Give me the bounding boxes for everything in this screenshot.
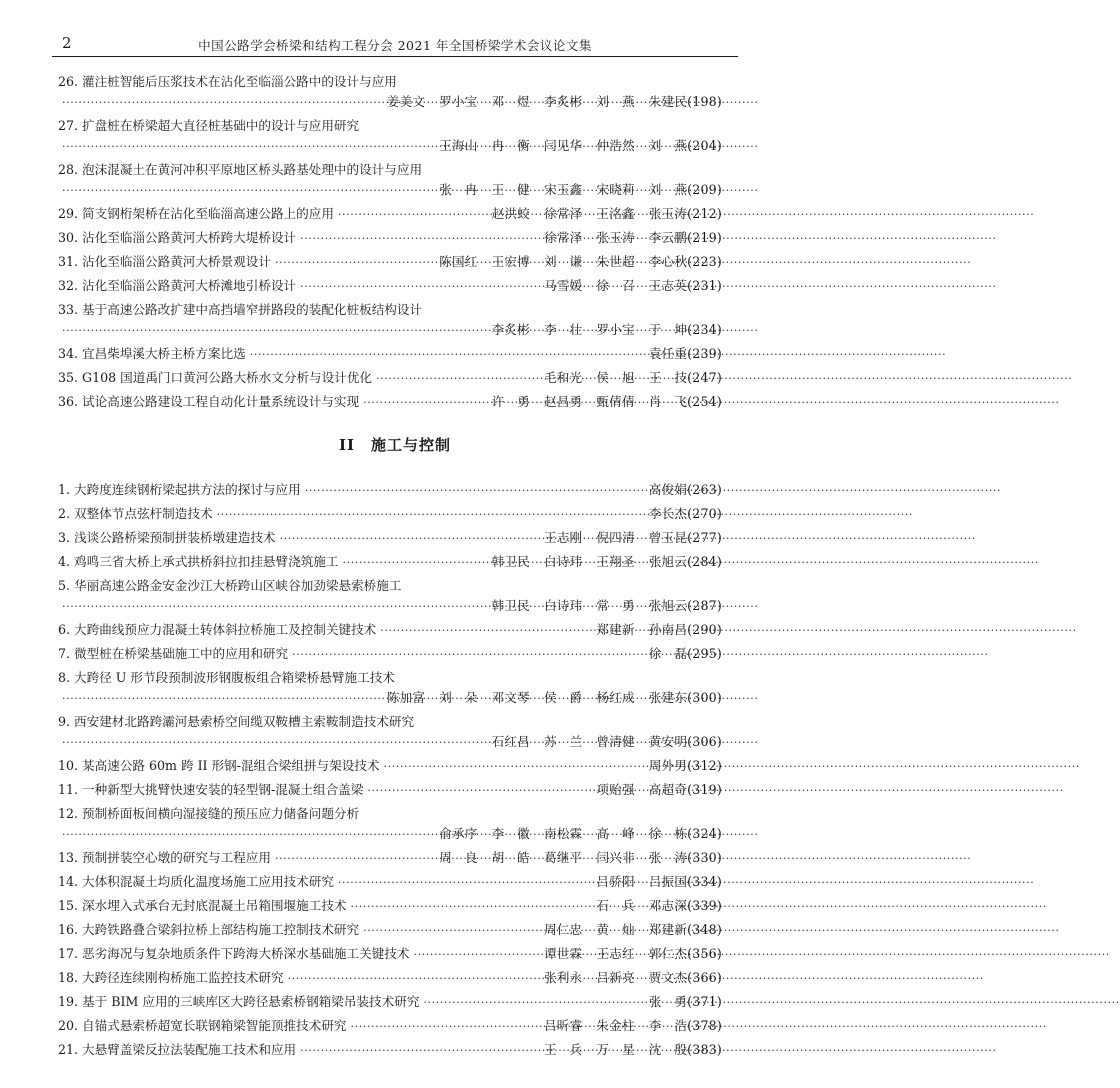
entry-authors — [492, 732, 722, 752]
entry-title: 11. 一种新型大挑臂快速安装的轻型钢-混凝土组合盖梁 — [58, 782, 364, 797]
author-name: 万 星 — [596, 1042, 635, 1057]
entry-title: 30. 沾化至临淄公路黄河大桥跨大堤桥设计 — [58, 230, 297, 245]
entry-title: 10. 某高速公路 60m 跨 II 形钢-混组合梁组拼与架设技术 — [58, 758, 380, 773]
author-name: 张利永 — [543, 970, 583, 985]
author-name: 徐 召 — [596, 278, 635, 293]
author-name: 李云鹏(219) — [648, 230, 722, 245]
entry-authors — [439, 848, 722, 868]
leader-dots — [343, 553, 488, 573]
toc-entry — [58, 644, 722, 665]
entry-title: 14. 大体积混凝土均质化温度场施工应用技术研究 — [58, 874, 334, 889]
author-name: 吕昕睿 — [543, 1018, 583, 1033]
author-name: 葛继平 — [543, 850, 583, 865]
entry-authors — [492, 552, 722, 572]
leader-dots — [305, 481, 645, 501]
author-name: 侯 旭 — [596, 370, 635, 385]
entry-authors — [544, 368, 722, 388]
entry-authors — [439, 136, 722, 156]
section-heading — [0, 434, 790, 455]
entry-authors — [596, 620, 722, 640]
entry-title: 6. 大跨曲线预应力混凝土转体斜拉桥施工及控制关键技术 — [58, 622, 377, 637]
entry-title: 20. 自锚式悬索桥超宽长联钢箱梁智能顶推技术研究 — [58, 1018, 347, 1033]
leader-dots — [275, 849, 435, 869]
author-name: 姜美文 — [386, 94, 426, 109]
author-name: 冉 衡 — [491, 138, 530, 153]
entry-authors — [596, 896, 722, 916]
author-name: 杨红成 — [596, 690, 635, 705]
author-name: 石 兵 — [596, 898, 635, 913]
author-name: 高 峰 — [596, 826, 635, 841]
entry-authors — [544, 528, 722, 548]
leader-dots — [300, 229, 540, 249]
entry-authors — [649, 504, 722, 524]
entry-title: 26. 灌注桩智能后压浆技术在沾化至临淄公路中的设计与应用 — [58, 74, 397, 89]
author-name: 闫兴非 — [596, 850, 635, 865]
toc-entry — [58, 944, 722, 965]
entry-authors — [544, 276, 722, 296]
toc-entry — [58, 804, 722, 845]
leader-dots — [376, 369, 540, 389]
author-name: 张 涛(330) — [648, 850, 722, 865]
leader-dots — [250, 345, 645, 365]
entry-title: 1. 大跨度连续钢桁梁起拱方法的探讨与应用 — [58, 482, 301, 497]
author-name: 罗小宝 — [439, 94, 478, 109]
author-name: 徐 栋(324) — [648, 826, 722, 841]
entry-authors — [492, 320, 722, 340]
toc-entry — [58, 780, 722, 801]
entry-title: 19. 基于 BIM 应用的三峡库区大跨径悬索桥钢箱梁吊装技术研究 — [58, 994, 420, 1009]
author-name: 李 徽 — [491, 826, 530, 841]
running-title: 中国公路学会桥梁和结构工程分会 2021 年全国桥梁学术会议论文集 — [198, 38, 592, 53]
toc-list-design — [58, 72, 722, 416]
author-name: 邓 煜 — [491, 94, 530, 109]
author-name: 曾玉昆(277) — [648, 530, 722, 545]
entry-title: 4. 鸡鸣三省大桥上承式拱桥斜拉扣挂悬臂浇筑施工 — [58, 554, 339, 569]
entry-title: 18. 大跨径连续刚构桥施工监控技术研究 — [58, 970, 284, 985]
entry-authors — [492, 392, 722, 412]
leader-dots — [62, 93, 383, 113]
leader-dots — [338, 873, 592, 893]
entry-title: 16. 大跨铁路叠合梁斜拉桥上部结构施工控制技术研究 — [58, 922, 360, 937]
author-name: 刘 燕(204) — [648, 138, 722, 153]
entry-title: 5. 华丽高速公路金安金沙江大桥跨山区峡谷加劲梁悬索桥施工 — [58, 578, 402, 593]
toc-list-construction — [58, 480, 722, 1064]
toc-entry — [58, 668, 722, 709]
leader-dots — [288, 969, 540, 989]
entry-authors — [492, 204, 722, 224]
author-name: 邓文琴 — [491, 690, 530, 705]
entry-title: 21. 大悬臂盖梁反拉法装配施工技术和应用 — [58, 1042, 297, 1057]
toc-entry — [58, 1016, 722, 1037]
toc-entry — [58, 480, 722, 501]
toc-entry — [58, 920, 722, 941]
leader-dots — [413, 945, 539, 965]
author-name: 王 技(247) — [648, 370, 722, 385]
entry-authors — [544, 228, 722, 248]
author-name: 仲浩然 — [596, 138, 635, 153]
toc-entry — [58, 228, 722, 249]
author-name: 吕新亮 — [596, 970, 635, 985]
author-name: 吕骄阳 — [596, 874, 635, 889]
author-name: 韩卫民 — [491, 598, 530, 613]
entry-authors — [544, 920, 722, 940]
toc-entry — [58, 896, 722, 917]
author-name: 李炙彬 — [491, 322, 530, 337]
toc-entry — [58, 368, 722, 389]
author-name: 徐常泽 — [543, 230, 583, 245]
entry-authors — [649, 344, 722, 364]
author-name: 赵洪蛟 — [491, 206, 530, 221]
entry-authors — [649, 992, 722, 1012]
leader-dots — [62, 137, 435, 157]
author-name: 毛和光 — [543, 370, 583, 385]
section-title: 施工与控制 — [371, 436, 452, 454]
author-name: 谭世霖 — [543, 946, 583, 961]
entry-authors — [649, 480, 722, 500]
author-name: 宋玉鑫 — [543, 182, 583, 197]
author-name: 张建东(300) — [648, 690, 722, 705]
entry-authors — [649, 644, 722, 664]
toc-entry — [58, 848, 722, 869]
entry-authors — [492, 596, 722, 616]
author-name: 许 勇 — [491, 394, 530, 409]
author-name: 王志刚 — [543, 530, 583, 545]
entry-title: 27. 扩盘桩在桥梁超大直径桩基础中的设计与应用研究 — [58, 118, 360, 133]
leader-dots — [300, 1041, 540, 1061]
leader-dots — [217, 505, 645, 525]
toc-entry — [58, 968, 722, 989]
author-name: 郑建新(348) — [648, 922, 722, 937]
author-name: 王 兵 — [543, 1042, 583, 1057]
toc-entry — [58, 756, 722, 777]
author-name: 王洺鑫 — [596, 206, 635, 221]
toc-entry — [58, 276, 722, 297]
entry-authors — [596, 872, 722, 892]
leader-dots — [351, 897, 593, 917]
author-name: 白诗玮 — [543, 598, 583, 613]
author-name: 孙南昌(290) — [648, 622, 722, 637]
author-name: 陈加富 — [386, 690, 426, 705]
author-name: 闫见华 — [543, 138, 583, 153]
leader-dots — [338, 205, 488, 225]
entry-authors — [544, 944, 722, 964]
author-name: 倪四清 — [596, 530, 635, 545]
author-name: 胡 皓 — [491, 850, 530, 865]
leader-dots — [363, 921, 540, 941]
leader-dots — [384, 757, 645, 777]
author-name: 白诗玮 — [543, 554, 583, 569]
author-name: 张玉涛(212) — [648, 206, 722, 221]
entry-authors — [439, 180, 722, 200]
entry-authors — [544, 1040, 722, 1060]
author-name: 张旭云(287) — [648, 598, 722, 613]
author-name: 周 良 — [439, 850, 478, 865]
author-name: 李心秋(223) — [648, 254, 722, 269]
author-name: 赵昌勇 — [543, 394, 583, 409]
toc-entry — [58, 160, 722, 201]
entry-authors — [649, 756, 722, 776]
entry-title: 28. 泡沫混凝土在黄河冲积平原地区桥头路基处理中的设计与应用 — [58, 162, 423, 177]
entry-title: 17. 恶劣海况与复杂地质条件下跨海大桥深水基础施工关键技术 — [58, 946, 410, 961]
toc-entry — [58, 252, 722, 273]
toc-entry — [58, 72, 722, 113]
author-name: 沈 殷(383) — [648, 1042, 722, 1057]
entry-title: 2. 双整体节点弦杆制造技术 — [58, 506, 213, 521]
author-name: 高俊娟(263) — [648, 482, 722, 497]
author-name: 甄倩倩 — [596, 394, 635, 409]
leader-dots — [423, 993, 644, 1013]
entry-title: 32. 沾化至临淄公路黄河大桥滩地引桥设计 — [58, 278, 297, 293]
leader-dots — [62, 597, 488, 617]
author-name: 刘 朵 — [439, 690, 478, 705]
toc-entry — [58, 992, 722, 1013]
author-name: 张 冉 — [439, 182, 478, 197]
author-name: 项贻强 — [596, 782, 635, 797]
page-header — [52, 34, 738, 57]
author-name: 马雪媛 — [543, 278, 583, 293]
toc-entry — [58, 300, 722, 341]
entry-title: 36. 试论高速公路建设工程自动化计量系统设计与实现 — [58, 394, 360, 409]
author-name: 朱金柱 — [596, 1018, 635, 1033]
entry-authors — [439, 824, 722, 844]
entry-title: 7. 微型桩在桥梁基础施工中的应用和研究 — [58, 646, 289, 661]
entry-authors — [596, 780, 722, 800]
leader-dots — [300, 277, 540, 297]
author-name: 张 勇(371) — [648, 994, 722, 1009]
author-name: 苏 兰 — [543, 734, 583, 749]
toc-entry — [58, 204, 722, 225]
author-name: 王翔圣 — [596, 554, 635, 569]
entry-title: 34. 宜昌柴埠溪大桥主桥方案比选 — [58, 346, 246, 361]
leader-dots — [62, 733, 488, 753]
entry-title: 13. 预制拼装空心墩的研究与工程应用 — [58, 850, 271, 865]
section-numeral: II — [338, 436, 356, 454]
author-name: 王宏博 — [491, 254, 530, 269]
entry-authors — [544, 968, 722, 988]
author-name: 李 壮 — [543, 322, 583, 337]
author-name: 李 浩(378) — [648, 1018, 722, 1033]
toc-entry — [58, 504, 722, 525]
toc-entry — [58, 116, 722, 157]
entry-authors — [387, 92, 722, 112]
entry-title: 9. 西安建材北路跨灞河悬索桥空间缆双鞍槽主索鞍制造技术研究 — [58, 714, 415, 729]
author-name: 刘 燕 — [596, 94, 635, 109]
author-name: 俞承序 — [439, 826, 478, 841]
toc-entry — [58, 1040, 722, 1061]
author-name: 贾文杰(366) — [648, 970, 722, 985]
toc-entry — [58, 392, 722, 413]
author-name: 肖 飞(254) — [648, 394, 722, 409]
entry-title: 29. 简支钢桁架桥在沾化至临淄高速公路上的应用 — [58, 206, 334, 221]
author-name: 徐 磊(295) — [648, 646, 722, 661]
author-name: 周仁忠 — [543, 922, 583, 937]
entry-title: 35. G108 国道禹门口黄河公路大桥水文分析与设计优化 — [58, 370, 373, 385]
entry-authors — [544, 1016, 722, 1036]
author-name: 南松霖 — [543, 826, 583, 841]
author-name: 黄 灿 — [596, 922, 635, 937]
author-name: 高超奇(319) — [648, 782, 722, 797]
leader-dots — [292, 645, 645, 665]
leader-dots — [62, 825, 435, 845]
author-name: 曾清健 — [596, 734, 635, 749]
author-name: 邓志深(339) — [648, 898, 722, 913]
author-name: 朱建民(198) — [648, 94, 722, 109]
author-name: 郭仁杰(356) — [648, 946, 722, 961]
author-name: 李长杰(270) — [648, 506, 722, 521]
entry-title: 15. 深水埋入式承台无封底混凝土吊箱围堰施工技术 — [58, 898, 347, 913]
toc-entry — [58, 712, 722, 753]
entry-authors — [387, 688, 722, 708]
entry-title: 31. 沾化至临淄公路黄河大桥景观设计 — [58, 254, 271, 269]
author-name: 吕振国(334) — [648, 874, 722, 889]
author-name: 于 坤(234) — [648, 322, 722, 337]
author-name: 刘 燕(209) — [648, 182, 722, 197]
leader-dots — [280, 529, 540, 549]
leader-dots — [363, 393, 487, 413]
author-name: 王志英(231) — [648, 278, 722, 293]
toc-entry — [58, 620, 722, 641]
author-name: 王海山 — [439, 138, 478, 153]
author-name: 王志红 — [596, 946, 635, 961]
author-name: 韩卫民 — [491, 554, 530, 569]
author-name: 周外男(312) — [648, 758, 722, 773]
leader-dots — [275, 253, 435, 273]
toc-entry — [58, 872, 722, 893]
author-name: 张旭云(284) — [648, 554, 722, 569]
author-name: 郑建新 — [596, 622, 635, 637]
author-name: 袁任重(239) — [648, 346, 722, 361]
author-name: 罗小宝 — [596, 322, 635, 337]
page-number: 2 — [62, 34, 72, 52]
author-name: 侯 爵 — [543, 690, 583, 705]
author-name: 徐常泽 — [543, 206, 583, 221]
toc-entry — [58, 528, 722, 549]
entry-title: 12. 预制桥面板间横向湿接缝的预压应力储备问题分析 — [58, 806, 360, 821]
author-name: 石红昌 — [491, 734, 530, 749]
toc-entry — [58, 344, 722, 365]
entry-title: 3. 浅谈公路桥梁预制拼装桥墩建造技术 — [58, 530, 276, 545]
toc-entry — [58, 576, 722, 617]
leader-dots — [380, 621, 592, 641]
author-name: 宋晓莉 — [596, 182, 635, 197]
author-name: 张玉涛 — [596, 230, 635, 245]
toc-entry — [58, 552, 722, 573]
author-name: 陈国红 — [439, 254, 478, 269]
leader-dots — [62, 321, 488, 341]
entry-title: 33. 基于高速公路改扩建中高挡墙窄拼路段的装配化桩板结构设计 — [58, 302, 423, 317]
author-name: 刘 谦 — [543, 254, 583, 269]
leader-dots — [367, 781, 592, 801]
entry-authors — [439, 252, 722, 272]
leader-dots — [62, 181, 435, 201]
leader-dots — [351, 1017, 540, 1037]
author-name: 黄安明(306) — [648, 734, 722, 749]
author-name: 王 健 — [491, 182, 530, 197]
author-name: 朱世超 — [596, 254, 635, 269]
author-name: 常 勇 — [596, 598, 635, 613]
leader-dots — [62, 689, 383, 709]
entry-title: 8. 大跨径 U 形节段预制波形钢腹板组合箱梁桥悬臂施工技术 — [58, 670, 395, 685]
author-name: 李炙彬 — [543, 94, 583, 109]
